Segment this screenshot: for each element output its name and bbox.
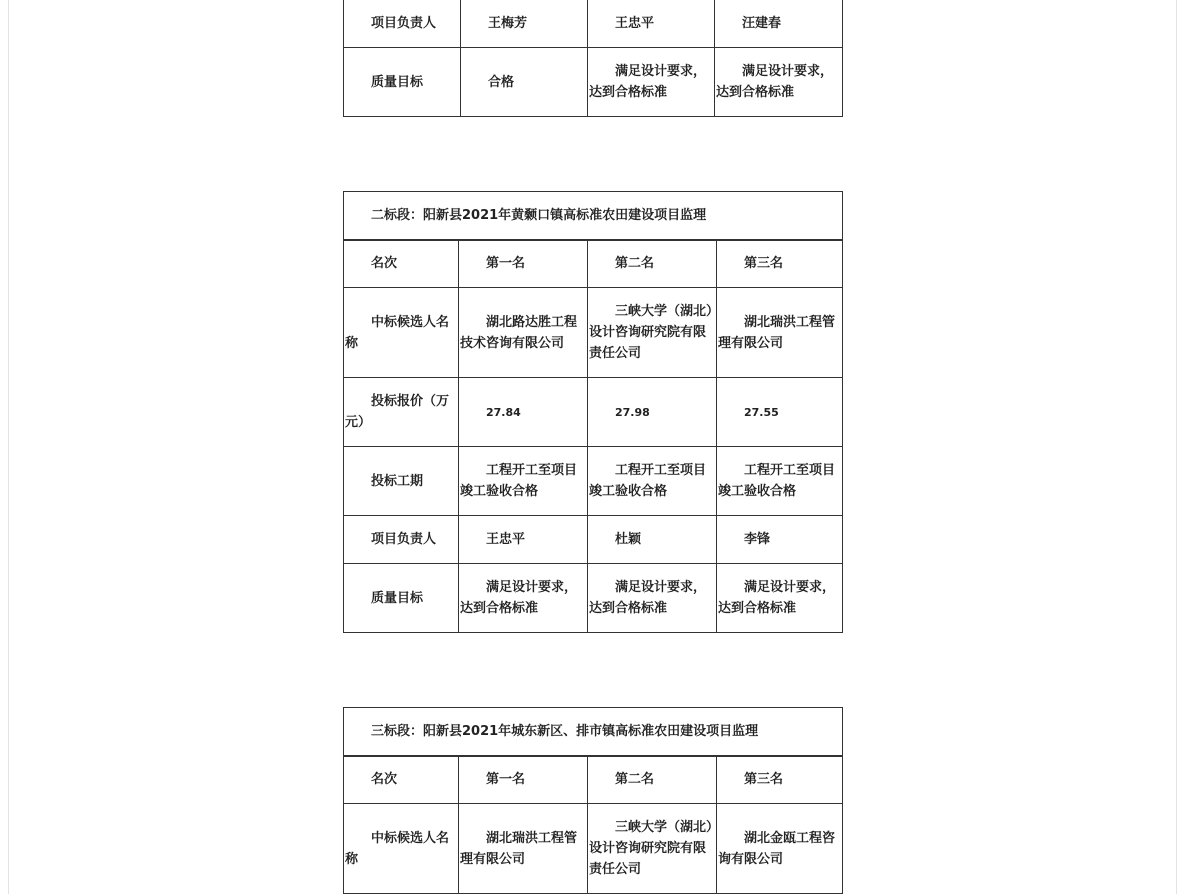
section-title: 二标段：阳新县2021年黄颡口镇高标准农田建设项目监理 <box>344 192 843 240</box>
table-row <box>344 288 843 378</box>
rank-header: 第一名 <box>459 756 588 804</box>
table-cell: 满足设计要求，达到合格标准 <box>715 48 843 117</box>
rank-header: 第一名 <box>459 240 588 288</box>
table-row <box>344 0 843 48</box>
row-label: 投标工期 <box>344 447 459 516</box>
table-cell: 王梅芳 <box>461 0 588 48</box>
table-row <box>344 516 843 564</box>
table-cell: 湖北路达胜工程技术咨询有限公司 <box>459 288 588 378</box>
rank-label: 名次 <box>344 756 459 804</box>
row-label: 项目负责人 <box>344 516 459 564</box>
bid-table-section-2 <box>343 191 843 633</box>
table-row <box>344 564 843 633</box>
table-row <box>344 447 843 516</box>
row-label: 中标候选人名称 <box>344 288 459 378</box>
table-title-row <box>344 708 843 756</box>
table-cell: 工程开工至项目竣工验收合格 <box>717 447 843 516</box>
table-cell: 工程开工至项目竣工验收合格 <box>459 447 588 516</box>
page-border-left <box>8 0 9 894</box>
table-cell: 汪建春 <box>715 0 843 48</box>
table-cell: 王忠平 <box>459 516 588 564</box>
rank-label: 名次 <box>344 240 459 288</box>
rank-header: 第二名 <box>588 756 717 804</box>
bid-table-section-3 <box>343 707 843 894</box>
table-row <box>344 804 843 894</box>
table-header-row <box>344 756 843 804</box>
table-cell: 湖北金瓯工程咨询有限公司 <box>717 804 843 894</box>
rank-header: 第三名 <box>717 756 843 804</box>
table-row <box>344 48 843 117</box>
table-cell: 满足设计要求，达到合格标准 <box>459 564 588 633</box>
row-label: 质量目标 <box>344 564 459 633</box>
table-cell: 工程开工至项目竣工验收合格 <box>588 447 717 516</box>
row-label: 中标候选人名称 <box>344 804 459 894</box>
bid-table-section-1 <box>343 0 843 117</box>
table-row <box>344 378 843 447</box>
table-cell: 27.84 <box>459 378 588 447</box>
table-cell: 三峡大学（湖北）设计咨询研究院有限责任公司 <box>588 288 717 378</box>
table-cell: 杜颖 <box>588 516 717 564</box>
row-label: 项目负责人 <box>344 0 461 48</box>
table-cell: 王忠平 <box>588 0 715 48</box>
table-cell: 满足设计要求，达到合格标准 <box>588 48 715 117</box>
rank-header: 第二名 <box>588 240 717 288</box>
table-header-row <box>344 240 843 288</box>
table-cell: 合格 <box>461 48 588 117</box>
table-cell: 三峡大学（湖北）设计咨询研究院有限责任公司 <box>588 804 717 894</box>
table-cell: 湖北瑞洪工程管理有限公司 <box>717 288 843 378</box>
table-cell: 湖北瑞洪工程管理有限公司 <box>459 804 588 894</box>
table-cell: 满足设计要求，达到合格标准 <box>588 564 717 633</box>
table-cell: 满足设计要求，达到合格标准 <box>717 564 843 633</box>
row-label: 投标报价（万元） <box>344 378 459 447</box>
section-title: 三标段：阳新县2021年城东新区、排市镇高标准农田建设项目监理 <box>344 708 843 756</box>
table-cell: 27.98 <box>588 378 717 447</box>
rank-header: 第三名 <box>717 240 843 288</box>
page-border-right <box>1176 0 1177 894</box>
row-label: 质量目标 <box>344 48 461 117</box>
table-cell: 李锋 <box>717 516 843 564</box>
table-cell: 27.55 <box>717 378 843 447</box>
table-title-row <box>344 192 843 240</box>
